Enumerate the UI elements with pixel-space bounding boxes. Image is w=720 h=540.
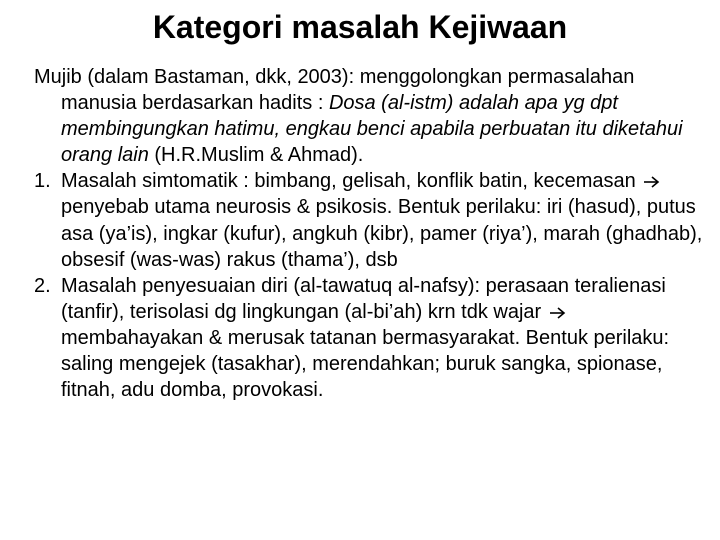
item-text-before-arrow: Masalah simtomatik : bimbang, gelisah, konflik batin, kecemasan [61, 170, 636, 193]
intro-lead: Mujib (dalam Bastaman, dkk, 2003): menggolongkan permasalahan manusia berdasarkan hadits : [34, 66, 635, 115]
right-arrow-icon [547, 299, 568, 325]
list-item-2 [34, 273, 706, 403]
item-number: 2. [34, 274, 51, 297]
hadith-quote: Dosa (al-istm) adalah apa yg dpt membingungkan hatimu, engkau benci apabila perbuatan itu diketahui orang lain [61, 92, 683, 167]
item-text-before-arrow: Masalah penyesuaian diri (al-tawatuq al-nafsy): perasaan teralienasi (tanfir), terisolasi dg lingkungan (al-bi’ah) krn tdk wajar [61, 274, 666, 323]
slide-body [34, 64, 706, 403]
item-number: 1. [34, 170, 51, 193]
hadith-source: (H.R.Muslim & Ahmad). [148, 144, 364, 167]
item-text-after-arrow: membahayakan & merusak tatanan bermasyarakat. Bentuk perilaku: saling mengejek (tasakhar), merendahkan; buruk sangka, spionase, fitnah, adu domba, provokasi. [61, 326, 670, 402]
right-arrow-icon [641, 168, 662, 194]
slide-title: Kategori masalah Kejiwaan [152, 9, 568, 45]
list-item-1 [34, 168, 706, 272]
intro-paragraph [34, 64, 706, 168]
item-text-after-arrow: penyebab utama neurosis & psikosis. Bentuk perilaku: iri (hasud), putus asa (ya’is), ingkar (kufur), angkuh (kibr), pamer (riya’), marah (ghadhab), obsesif (was-was) rakus (thama’), dsb [61, 196, 703, 271]
